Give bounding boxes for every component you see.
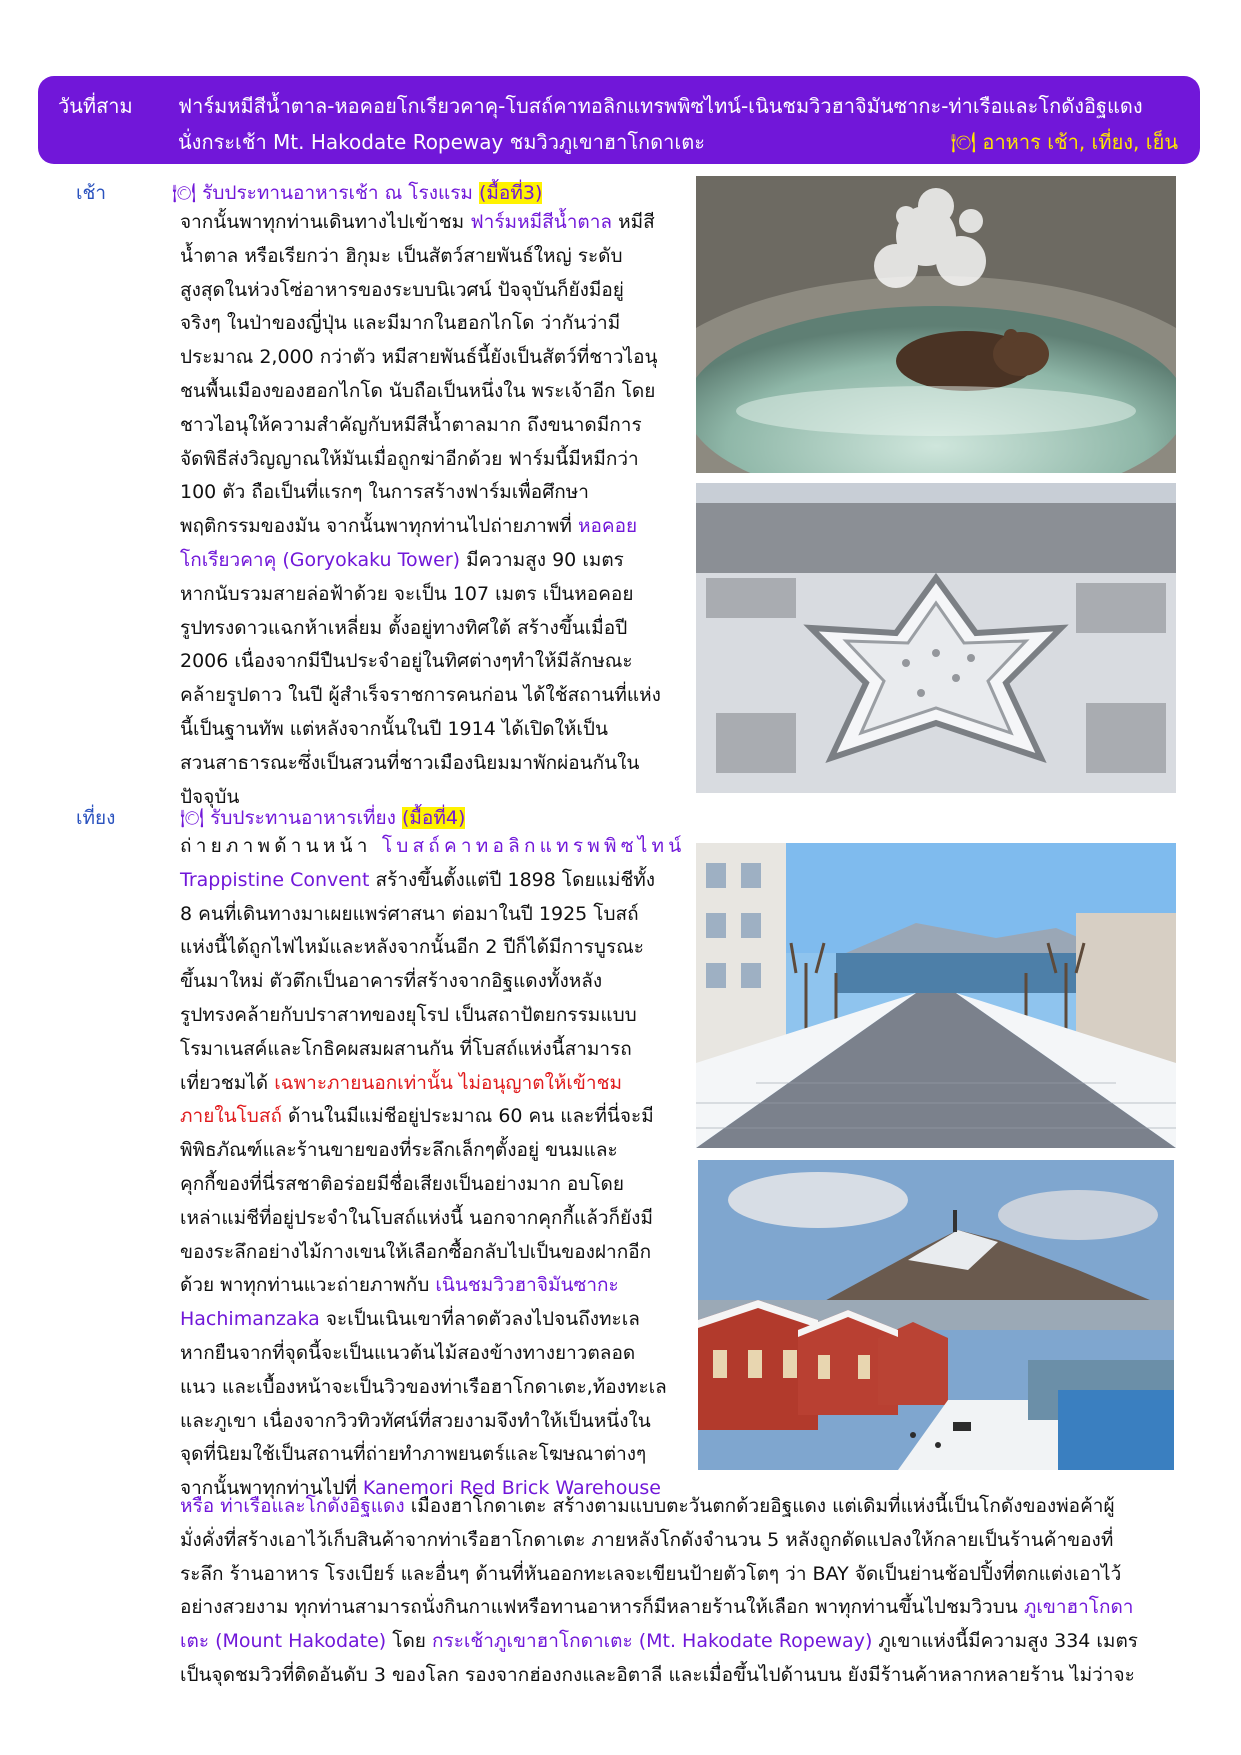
highlighted-place-name: เฉพาะภายนอกเท่านั้น ไม่อนุญาตให้เข้าชม [274,1071,623,1094]
text-line [180,830,685,864]
text-segment: คุกกี้ของที่นี่รสชาติอร่อยมีชื่อเสียงเป็นอย่างมาก อบโดย [180,1172,625,1195]
text-segment: รูปทรงดาวแฉกห้าเหลี่ยม ตั้งอยู่ทางทิศใต้ สร้างขึ้นเมื่อปี [180,616,628,639]
text-segment: เป็นจุดชมวิวที่ติดอันดับ 3 ของโลก รองจากฮ่องกงและอิตาลี และเมื่อขึ้นไปด้านบน ยังมีร้านค้าหลากหลายร้าน ไม่ว่าจะ [180,1663,1135,1686]
text-line [180,1558,1138,1592]
day-header-banner [38,76,1200,164]
text-segment: จากนั้นพาทุกท่านไปที่ [180,1477,363,1500]
text-segment: ภูเขาแห่งนี้มีความสูง 334 เมตร [872,1630,1138,1653]
text-segment: ด้านในมีแม่ชีอยู่ประมาณ 60 คน และที่นี่จะมี [281,1105,654,1128]
breakfast-line [172,178,542,208]
highlighted-place-name: หรือ ท่าเรือและโกดังอิฐแดง [180,1495,405,1517]
text-segment: สวนสาธารณะซึ่งเป็นสวนที่ชาวเมืองนิยมมาพักผ่อนกันใน [180,751,640,774]
text-segment: 100 ตัว ถือเป็นที่แรกๆ ในการสร้างฟาร์มเพื่อศึกษา [180,481,589,504]
text-line [180,307,661,341]
lunch-text: รับประทานอาหารเที่ยง [210,807,396,829]
text-segment: สูงสุดในห่วงโซ่อาหารของระบบนิเวศน์ ปัจจุบันก็ยังมีอยู่ [180,278,624,301]
text-segment: มีความสูง 90 เมตร [460,548,624,571]
text-line [180,1438,685,1472]
text-line [180,544,661,578]
text-segment: และภูเขา เนื่องจากวิวทิวทัศน์ที่สวยงามจึงทำให้เป็นหนึ่งใน [180,1409,651,1432]
plate-cutlery-icon: 🍽 [180,807,205,829]
text-segment: คล้ายรูปดาว ในปี ผู้สำเร็จราชการคนก่อน ได้ใช้สถานที่แห่ง [180,684,661,707]
text-line [180,409,661,443]
breakfast-text: รับประทานอาหารเช้า ณ โรงแรม [202,182,473,204]
text-segment: 2006 เนื่องจากมีปืนประจำอยู่ในทิศต่างๆทำให้มีลักษณะ [180,650,633,673]
highlighted-place-name: เตะ (Mount Hakodate) [180,1630,387,1653]
text-line [180,1067,685,1101]
text-line [180,1405,685,1439]
text-line [180,375,661,409]
text-line [180,612,661,646]
text-line [180,240,661,274]
text-segment: ถ่ายภาพด้านหน้า [180,835,382,857]
text-line [180,1591,1138,1625]
text-line [180,1168,685,1202]
highlighted-place-name: Trappistine Convent [180,868,370,891]
text-line [180,1524,1138,1558]
meals-summary: 🍽 อาหาร เช้า, เที่ยง, เย็น [950,130,1178,154]
text-line [180,274,661,308]
text-segment: เหล่าแม่ชีที่อยู่ประจำในโบสถ์แห่งนี้ นอกจากคุกกี้แล้วก็ยังมี [180,1206,653,1229]
route-line-2: นั่งกระเช้า Mt. Hakodate Ropeway ชมวิวภูเขาฮาโกดาเตะ [178,130,705,154]
noon-paragraph [180,830,685,1506]
noon-label: เที่ยง [76,807,116,829]
text-segment: พิพิธภัณฑ์และร้านขายของที่ระลึกเล็กๆตั้งอยู่ ขนมและ [180,1139,618,1162]
text-segment: ด้วย พาทุกท่านแวะถ่ายภาพกับ [180,1274,436,1297]
text-segment: โดย [386,1630,432,1653]
morning-label: เช้า [76,182,107,204]
text-line [180,747,661,781]
text-line [180,1269,685,1303]
highlighted-place-name: ฟาร์มหมีสีน้ำตาล [470,211,613,233]
text-segment: อย่างสวยงาม ทุกท่านสามารถนั่งกินกาแฟหรือทานอาหารก็มีหลายร้านให้เลือก พาทุกท่านขึ้นไปชมวิวบน [180,1596,1024,1619]
text-line [180,999,685,1033]
text-line [180,1033,685,1067]
text-line [180,965,685,999]
text-line [180,1134,685,1168]
text-line [180,679,661,713]
text-segment: สร้างขึ้นตั้งแต่ปี 1898 โดยแม่ชีทั้ง [369,868,656,891]
text-line [180,1202,685,1236]
text-line [180,206,661,240]
text-segment: หากยืนจากที่จุดนี้จะเป็นแนวต้นไม้สองข้างทางยาวตลอด [180,1341,636,1364]
text-line [180,341,661,375]
hachimanzaka-slope-photo [696,843,1176,1148]
text-line [180,1100,685,1134]
lunch-badge: (มื้อที่4) [402,807,466,829]
text-segment: จัดพิธีส่งวิญญาณให้มันเมื่อถูกฆ่าอีกด้วย ฟาร์มนี้มีหมีกว่า [180,447,639,470]
text-segment: ปัจจุบัน [180,785,240,808]
text-segment: น้ำตาล หรือเรียกว่า ฮิกุมะ เป็นสัตว์สายพันธ์ใหญ่ ระดับ [180,244,623,267]
text-line [180,713,661,747]
text-line [180,1659,1138,1693]
text-line [180,578,661,612]
text-line [180,1337,685,1371]
text-segment: เมืองฮาโกดาเตะ สร้างตามแบบตะวันตกด้วยอิฐแดง แต่เดิมที่แห่งนี้เป็นโกดังของพ่อค้าผู้ [404,1495,1115,1517]
morning-paragraph [180,206,661,814]
text-segment: พฤติกรรมของมัน จากนั้นพาทุกท่านไปถ่ายภาพที่ [180,515,578,538]
text-line [180,645,661,679]
text-line [180,1303,685,1337]
text-segment: เที่ยวชมได้ [180,1071,275,1094]
text-segment: รูปทรงคล้ายกับปราสาทของยุโรป เป็นสถาปัตยกรรมแบบ [180,1003,637,1026]
highlighted-place-name: Kanemori Red Brick Warehouse [362,1477,661,1500]
text-segment: ของระลึกอย่างไม้กางเขนให้เลือกซื้อกลับไปเป็นของฝากอีก [180,1240,652,1263]
text-line [180,931,685,965]
highlighted-place-name: โกเรียวคาคุ (Goryokaku Tower) [180,548,461,571]
breakfast-badge: (มื้อที่3) [479,182,543,204]
text-segment: แห่งนี้ได้ถูกไฟไหม้และหลังจากนั้นอีก 2 ปีก็ได้มีการบูรณะ [180,936,644,959]
goryokaku-tower-view-photo [696,483,1176,793]
text-line [180,476,661,510]
text-line [180,510,661,544]
text-line [180,1625,1138,1659]
route-line-1: ฟาร์มหมีสีน้ำตาล-หอคอยโกเรียวคาคุ-โบสถ์คาทอลิกแทรพพิซไทน์-เนินชมวิวฮาจิมันซากะ-ท่าเรือและโกดังอิฐแดง [178,94,1143,118]
text-segment: โรมาเนสค์และโกธิคผสมผสานกัน ที่โบสถ์แห่งนี้สามารถ [180,1037,632,1060]
brown-bear-photo [696,176,1176,473]
text-line [180,864,685,898]
plate-cutlery-icon: 🍽 [172,182,197,204]
text-segment: ชนพื้นเมืองของฮอกไกโด นับถือเป็นหนึ่งใน พระเจ้าอีก โดย [180,379,656,402]
text-segment: แนว และเบื้องหน้าจะเป็นวิวของท่าเรือฮาโกดาเตะ,ท้องทะเล [180,1375,667,1398]
text-segment: ระลึก ร้านอาหาร โรงเบียร์ และอื่นๆ ด้านที่หันออกทะเลจะเขียนป้ายตัวโตๆ ว่า BAY จัดเป็นย่านช้อปปิ้งที่ตกแต่งเอาไว้ [180,1562,1122,1585]
text-line [180,443,661,477]
highlighted-place-name: ภูเขาฮาโกดา [1023,1596,1134,1619]
text-segment: ประมาณ 2,000 กว่าตัว หมีสายพันธ์นี้ยังเป็นสัตว์ที่ชาวไอนุ [180,346,658,369]
text-segment: จากนั้นพาทุกท่านเดินทางไปเข้าชม [180,211,471,233]
lunch-line [180,803,465,833]
highlighted-place-name: กระเช้าภูเขาฮาโกดาเตะ (Mt. Hakodate Ropeway) [431,1630,873,1653]
text-segment: 8 คนที่เดินทางมาเผยแพร่ศาสนา ต่อมาในปี 1925 โบสถ์ [180,902,639,925]
text-segment: หากนับรวมสายล่อฟ้าด้วย จะเป็น 107 เมตร เป็นหอคอย [180,582,634,605]
highlighted-place-name: เนินชมวิวฮาจิมันซากะ [435,1274,619,1297]
text-line [180,898,685,932]
text-segment: ชาวไอนุให้ความสำคัญกับหมีสีน้ำตาลมาก ถึงขนาดมีการ [180,413,642,436]
text-line [180,1236,685,1270]
text-segment: จะเป็นเนินเขาที่ลาดตัวลงไปจนถึงทะเล [319,1308,640,1331]
warehouse-paragraph [180,1490,1138,1693]
highlighted-place-name: Hachimanzaka [180,1308,320,1331]
highlighted-place-name: หอคอย [577,515,638,538]
text-segment: จริงๆ ในป่าของญี่ปุ่น และมีมากในฮอกไกโด ว่ากันว่ามี [180,312,621,335]
highlighted-place-name: ภายในโบสถ์ [180,1105,282,1128]
text-segment: จุดที่นิยมใช้เป็นสถานที่ถ่ายทำภาพยนตร์และโฆษณาต่างๆ [180,1443,647,1466]
day-label: วันที่สาม [58,94,133,118]
text-line [180,1490,1138,1524]
text-line [180,1371,685,1405]
text-segment: มั่งคั่งที่สร้างเอาไว้เก็บสินค้าจากท่าเรือฮาโกดาเตะ ภายหลังโกดังจำนวน 5 หลังถูกดัดแปลงให้กลายเป็นร้านค้าของที่ [180,1528,1114,1551]
highlighted-place-name: โบสถ์คาทอลิกแทรพพิซไทน์ [381,835,686,857]
text-segment: ขึ้นมาใหม่ ตัวตึกเป็นอาคารที่สร้างจากอิฐแดงทั้งหลัง [180,970,603,993]
red-brick-warehouse-photo [698,1160,1174,1470]
text-segment: หมีสี [612,211,655,233]
text-segment: นี้เป็นฐานทัพ แต่หลังจากนั้นในปี 1914 ได้เปิดให้เป็น [180,717,608,740]
